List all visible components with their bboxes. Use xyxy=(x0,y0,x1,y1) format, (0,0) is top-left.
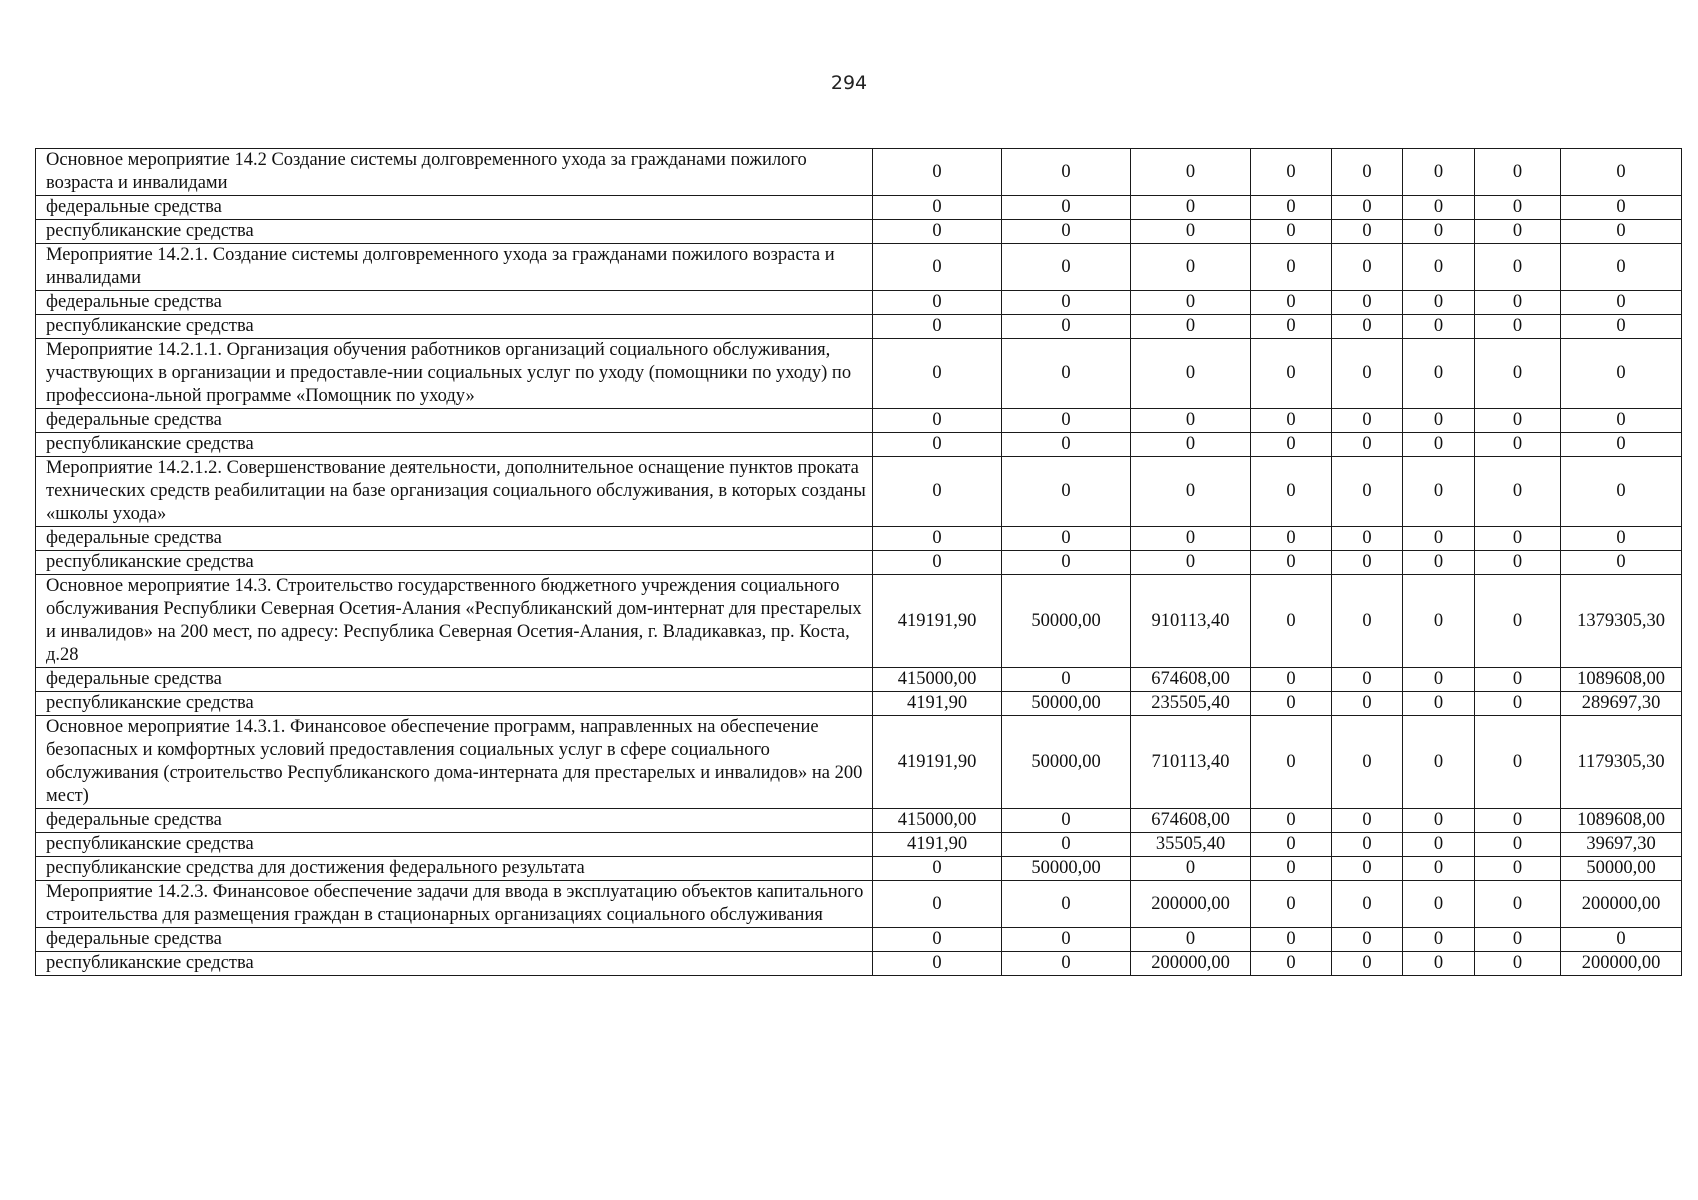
value-cell: 0 xyxy=(1332,315,1403,339)
total-cell: 200000,00 xyxy=(1561,952,1682,976)
value-cell: 50000,00 xyxy=(1002,575,1131,668)
value-cell: 0 xyxy=(1403,457,1475,527)
value-cell: 0 xyxy=(873,409,1002,433)
value-cell: 235505,40 xyxy=(1131,692,1251,716)
table-row xyxy=(36,928,1682,952)
value-cell: 710113,40 xyxy=(1131,716,1251,809)
value-cell: 0 xyxy=(1002,668,1131,692)
value-cell: 0 xyxy=(1332,692,1403,716)
value-cell: 0 xyxy=(1251,716,1332,809)
value-cell: 0 xyxy=(1002,809,1131,833)
value-cell: 0 xyxy=(1403,692,1475,716)
value-cell: 0 xyxy=(1403,433,1475,457)
table-row xyxy=(36,575,1682,668)
value-cell: 0 xyxy=(873,244,1002,291)
value-cell: 0 xyxy=(1475,575,1561,668)
value-cell: 0 xyxy=(1475,551,1561,575)
value-cell: 0 xyxy=(1403,551,1475,575)
value-cell: 0 xyxy=(1403,833,1475,857)
row-label: Основное мероприятие 14.2 Создание системы долговременного ухода за гражданами пожилого возраста и инвалидами xyxy=(36,149,873,196)
row-label: республиканские средства xyxy=(36,692,873,716)
value-cell: 0 xyxy=(873,339,1002,409)
value-cell: 0 xyxy=(1002,149,1131,196)
value-cell: 0 xyxy=(1403,928,1475,952)
value-cell: 0 xyxy=(1332,881,1403,928)
value-cell: 0 xyxy=(1403,315,1475,339)
value-cell: 0 xyxy=(1002,928,1131,952)
value-cell: 0 xyxy=(1251,149,1332,196)
value-cell: 0 xyxy=(1475,527,1561,551)
value-cell: 0 xyxy=(1251,291,1332,315)
value-cell: 0 xyxy=(1131,315,1251,339)
value-cell: 0 xyxy=(1251,952,1332,976)
value-cell: 0 xyxy=(1131,196,1251,220)
table-row xyxy=(36,952,1682,976)
value-cell: 0 xyxy=(1131,857,1251,881)
value-cell: 0 xyxy=(1332,457,1403,527)
total-cell: 0 xyxy=(1561,339,1682,409)
value-cell: 0 xyxy=(1332,575,1403,668)
value-cell: 0 xyxy=(1403,149,1475,196)
value-cell: 0 xyxy=(1475,928,1561,952)
table-row xyxy=(36,857,1682,881)
value-cell: 0 xyxy=(1251,315,1332,339)
total-cell: 0 xyxy=(1561,409,1682,433)
value-cell: 0 xyxy=(1332,527,1403,551)
value-cell: 0 xyxy=(1131,433,1251,457)
value-cell: 0 xyxy=(1251,551,1332,575)
total-cell: 0 xyxy=(1561,433,1682,457)
total-cell: 0 xyxy=(1561,149,1682,196)
row-label: федеральные средства xyxy=(36,668,873,692)
value-cell: 0 xyxy=(1475,692,1561,716)
value-cell: 35505,40 xyxy=(1131,833,1251,857)
table-row xyxy=(36,881,1682,928)
value-cell: 0 xyxy=(1251,833,1332,857)
total-cell: 0 xyxy=(1561,315,1682,339)
value-cell: 0 xyxy=(873,220,1002,244)
value-cell: 0 xyxy=(1002,433,1131,457)
row-label: республиканские средства xyxy=(36,952,873,976)
total-cell: 0 xyxy=(1561,928,1682,952)
value-cell: 0 xyxy=(1251,339,1332,409)
row-label: Мероприятие 14.2.1.1. Организация обучения работников организаций социального обслуживания, участвующих в организации и предоставле-нии социальных услуг по уходу (помощники по уходу) по профессиона-льной программе «Помощник по уходу» xyxy=(36,339,873,409)
value-cell: 0 xyxy=(1332,668,1403,692)
total-cell: 0 xyxy=(1561,291,1682,315)
value-cell: 0 xyxy=(1131,291,1251,315)
table-row xyxy=(36,291,1682,315)
table-row xyxy=(36,692,1682,716)
table-row xyxy=(36,433,1682,457)
value-cell: 0 xyxy=(1332,833,1403,857)
value-cell: 0 xyxy=(1251,220,1332,244)
budget-table xyxy=(35,148,1682,976)
row-label: федеральные средства xyxy=(36,291,873,315)
value-cell: 0 xyxy=(1251,527,1332,551)
table-row xyxy=(36,527,1682,551)
table-row xyxy=(36,551,1682,575)
value-cell: 0 xyxy=(1002,291,1131,315)
total-cell: 0 xyxy=(1561,244,1682,291)
value-cell: 0 xyxy=(1251,457,1332,527)
value-cell: 0 xyxy=(1002,196,1131,220)
total-cell: 50000,00 xyxy=(1561,857,1682,881)
table-row xyxy=(36,409,1682,433)
value-cell: 0 xyxy=(1332,952,1403,976)
value-cell: 0 xyxy=(1002,551,1131,575)
value-cell: 0 xyxy=(1251,409,1332,433)
value-cell: 0 xyxy=(873,315,1002,339)
value-cell: 0 xyxy=(1332,809,1403,833)
value-cell: 200000,00 xyxy=(1131,881,1251,928)
value-cell: 0 xyxy=(1403,244,1475,291)
value-cell: 0 xyxy=(1403,809,1475,833)
value-cell: 0 xyxy=(1251,668,1332,692)
value-cell: 0 xyxy=(1332,291,1403,315)
value-cell: 0 xyxy=(1475,149,1561,196)
total-cell: 1379305,30 xyxy=(1561,575,1682,668)
value-cell: 0 xyxy=(1332,409,1403,433)
value-cell: 0 xyxy=(1403,857,1475,881)
total-cell: 1179305,30 xyxy=(1561,716,1682,809)
value-cell: 0 xyxy=(1002,339,1131,409)
row-label: федеральные средства xyxy=(36,196,873,220)
value-cell: 0 xyxy=(1131,457,1251,527)
value-cell: 0 xyxy=(873,433,1002,457)
value-cell: 0 xyxy=(1475,881,1561,928)
row-label: Основное мероприятие 14.3.1. Финансовое обеспечение программ, направленных на обеспечение безопасных и комфортных условий предоставления социальных услуг в сфере социального обслуживания (строительство Республиканского дома-интерната для престарелых и инвалидов» на 200 мест) xyxy=(36,716,873,809)
value-cell: 0 xyxy=(1251,244,1332,291)
value-cell: 0 xyxy=(873,881,1002,928)
value-cell: 0 xyxy=(1131,551,1251,575)
table-row xyxy=(36,339,1682,409)
total-cell: 289697,30 xyxy=(1561,692,1682,716)
total-cell: 0 xyxy=(1561,457,1682,527)
value-cell: 0 xyxy=(1002,315,1131,339)
row-label: Основное мероприятие 14.3. Строительство государственного бюджетного учреждения социального обслуживания Республики Северная Осетия-Алания «Республиканский дом-интернат для престарелых и инвалидов» на 200 мест, по адресу: Республика Северная Осетия-Алания, г. Владикавказ, пр. Коста, д.28 xyxy=(36,575,873,668)
page-number: 294 xyxy=(830,72,868,94)
table-row xyxy=(36,457,1682,527)
value-cell: 674608,00 xyxy=(1131,809,1251,833)
value-cell: 0 xyxy=(1403,716,1475,809)
total-cell: 1089608,00 xyxy=(1561,809,1682,833)
table-row xyxy=(36,833,1682,857)
value-cell: 0 xyxy=(1251,575,1332,668)
value-cell: 0 xyxy=(873,952,1002,976)
value-cell: 415000,00 xyxy=(873,809,1002,833)
value-cell: 0 xyxy=(1475,668,1561,692)
row-label: федеральные средства xyxy=(36,409,873,433)
value-cell: 4191,90 xyxy=(873,833,1002,857)
value-cell: 0 xyxy=(873,928,1002,952)
value-cell: 0 xyxy=(1332,928,1403,952)
value-cell: 0 xyxy=(1475,857,1561,881)
value-cell: 0 xyxy=(1403,196,1475,220)
table-row xyxy=(36,196,1682,220)
value-cell: 0 xyxy=(1475,952,1561,976)
value-cell: 0 xyxy=(1332,857,1403,881)
row-label: республиканские средства xyxy=(36,220,873,244)
value-cell: 0 xyxy=(1332,244,1403,291)
table-row xyxy=(36,220,1682,244)
value-cell: 0 xyxy=(1475,457,1561,527)
value-cell: 0 xyxy=(1002,409,1131,433)
value-cell: 0 xyxy=(1475,433,1561,457)
value-cell: 0 xyxy=(1332,149,1403,196)
row-label: Мероприятие 14.2.1.2. Совершенствование деятельности, дополнительное оснащение пунктов проката технических средств реабилитации на базе организация социального обслуживания, в которых созданы «школы ухода» xyxy=(36,457,873,527)
value-cell: 0 xyxy=(1002,457,1131,527)
value-cell: 0 xyxy=(1131,149,1251,196)
value-cell: 415000,00 xyxy=(873,668,1002,692)
value-cell: 0 xyxy=(1475,220,1561,244)
value-cell: 0 xyxy=(873,457,1002,527)
table-row xyxy=(36,149,1682,196)
value-cell: 0 xyxy=(1403,575,1475,668)
value-cell: 0 xyxy=(1403,339,1475,409)
row-label: Мероприятие 14.2.1. Создание системы долговременного ухода за гражданами пожилого возраста и инвалидами xyxy=(36,244,873,291)
value-cell: 0 xyxy=(1332,716,1403,809)
value-cell: 0 xyxy=(1131,527,1251,551)
value-cell: 0 xyxy=(1332,551,1403,575)
value-cell: 0 xyxy=(1332,196,1403,220)
total-cell: 0 xyxy=(1561,551,1682,575)
row-label: республиканские средства xyxy=(36,315,873,339)
total-cell: 0 xyxy=(1561,527,1682,551)
value-cell: 0 xyxy=(873,527,1002,551)
value-cell: 0 xyxy=(1002,952,1131,976)
value-cell: 0 xyxy=(1131,409,1251,433)
table-row xyxy=(36,668,1682,692)
value-cell: 0 xyxy=(1475,409,1561,433)
value-cell: 0 xyxy=(1251,928,1332,952)
table-row xyxy=(36,244,1682,291)
value-cell: 0 xyxy=(1403,291,1475,315)
row-label: республиканские средства xyxy=(36,551,873,575)
value-cell: 4191,90 xyxy=(873,692,1002,716)
value-cell: 0 xyxy=(1332,433,1403,457)
value-cell: 910113,40 xyxy=(1131,575,1251,668)
row-label: республиканские средства для достижения федерального результата xyxy=(36,857,873,881)
budget-table-body xyxy=(36,149,1682,976)
value-cell: 0 xyxy=(873,291,1002,315)
value-cell: 0 xyxy=(1251,196,1332,220)
value-cell: 0 xyxy=(1002,881,1131,928)
value-cell: 0 xyxy=(1475,716,1561,809)
row-label: республиканские средства xyxy=(36,833,873,857)
row-label: республиканские средства xyxy=(36,433,873,457)
row-label: федеральные средства xyxy=(36,527,873,551)
value-cell: 0 xyxy=(873,857,1002,881)
value-cell: 419191,90 xyxy=(873,575,1002,668)
value-cell: 0 xyxy=(1131,339,1251,409)
total-cell: 0 xyxy=(1561,196,1682,220)
value-cell: 0 xyxy=(873,551,1002,575)
total-cell: 0 xyxy=(1561,220,1682,244)
value-cell: 0 xyxy=(1131,220,1251,244)
value-cell: 419191,90 xyxy=(873,716,1002,809)
row-label: федеральные средства xyxy=(36,928,873,952)
value-cell: 0 xyxy=(1131,928,1251,952)
value-cell: 0 xyxy=(1002,220,1131,244)
value-cell: 0 xyxy=(1131,244,1251,291)
value-cell: 0 xyxy=(1475,244,1561,291)
value-cell: 0 xyxy=(1475,833,1561,857)
table-row xyxy=(36,716,1682,809)
value-cell: 0 xyxy=(1403,881,1475,928)
value-cell: 0 xyxy=(1332,220,1403,244)
value-cell: 50000,00 xyxy=(1002,857,1131,881)
value-cell: 0 xyxy=(1475,315,1561,339)
total-cell: 39697,30 xyxy=(1561,833,1682,857)
value-cell: 0 xyxy=(1403,952,1475,976)
value-cell: 0 xyxy=(1002,244,1131,291)
value-cell: 50000,00 xyxy=(1002,716,1131,809)
value-cell: 0 xyxy=(1475,339,1561,409)
total-cell: 200000,00 xyxy=(1561,881,1682,928)
value-cell: 0 xyxy=(1403,527,1475,551)
value-cell: 0 xyxy=(1251,809,1332,833)
total-cell: 1089608,00 xyxy=(1561,668,1682,692)
value-cell: 0 xyxy=(1475,291,1561,315)
value-cell: 0 xyxy=(1332,339,1403,409)
value-cell: 0 xyxy=(1251,857,1332,881)
table-row xyxy=(36,315,1682,339)
value-cell: 0 xyxy=(1251,433,1332,457)
row-label: Мероприятие 14.2.3. Финансовое обеспечение задачи для ввода в эксплуатацию объектов капитального строительства для размещения граждан в стационарных организациях социального обслуживания xyxy=(36,881,873,928)
value-cell: 0 xyxy=(1403,220,1475,244)
value-cell: 0 xyxy=(1475,809,1561,833)
value-cell: 0 xyxy=(873,149,1002,196)
value-cell: 0 xyxy=(1002,833,1131,857)
value-cell: 674608,00 xyxy=(1131,668,1251,692)
row-label: федеральные средства xyxy=(36,809,873,833)
value-cell: 0 xyxy=(1403,668,1475,692)
value-cell: 0 xyxy=(1002,527,1131,551)
value-cell: 0 xyxy=(1475,196,1561,220)
value-cell: 0 xyxy=(1251,881,1332,928)
value-cell: 50000,00 xyxy=(1002,692,1131,716)
value-cell: 0 xyxy=(1403,409,1475,433)
value-cell: 0 xyxy=(873,196,1002,220)
value-cell: 200000,00 xyxy=(1131,952,1251,976)
value-cell: 0 xyxy=(1251,692,1332,716)
table-row xyxy=(36,809,1682,833)
